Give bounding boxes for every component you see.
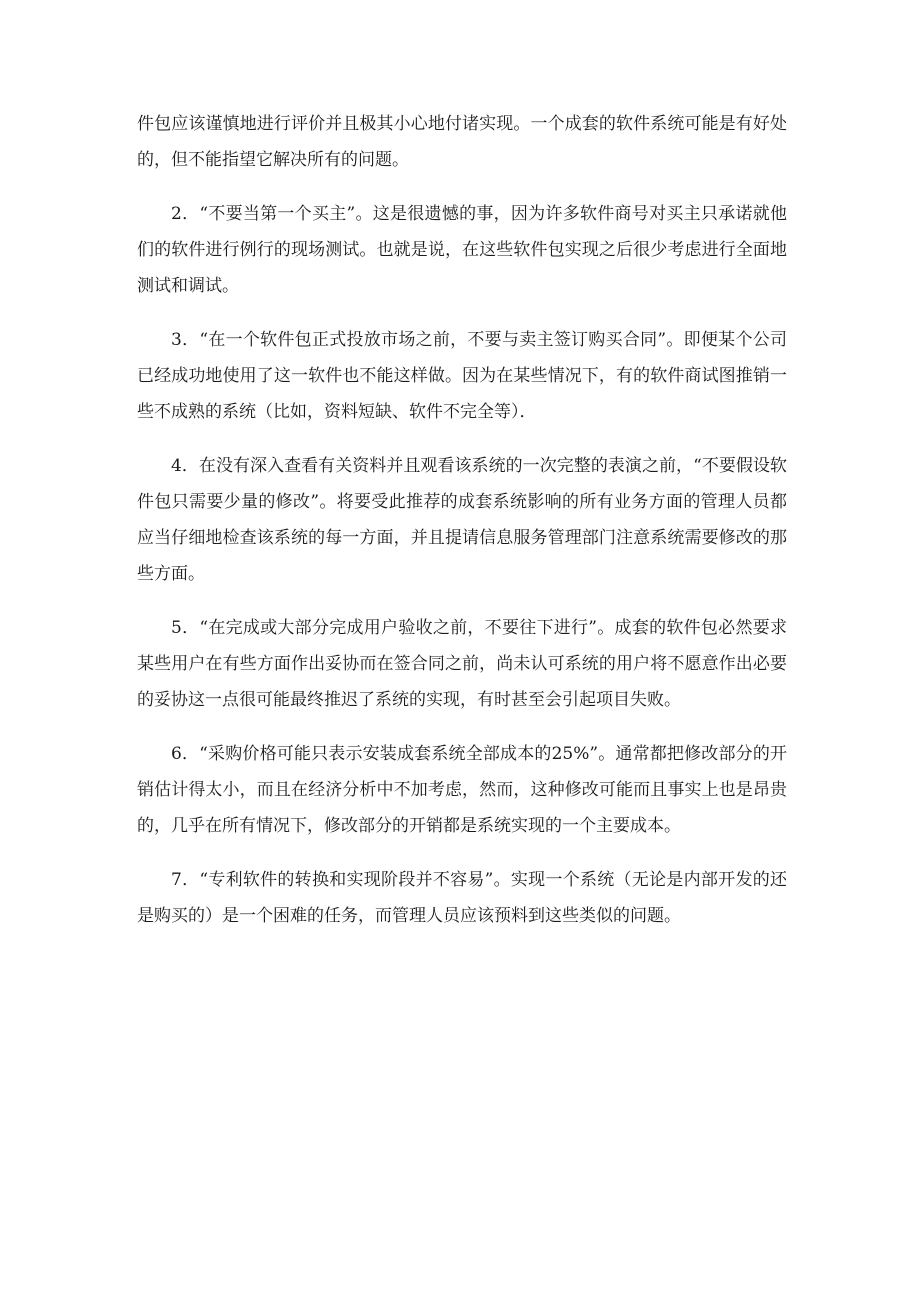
paragraph-item-3: 3．“在一个软件包正式投放市场之前，不要与卖主签订购买合同”。即便某个公司已经成功地使用了这一软件也不能这样做。因为在某些情况下，有的软件商试图推销一些不成熟的系统（比如，资料短缺、软件不完全等）． xyxy=(137,330,787,422)
paragraph-item-2: 2．“不要当第一个买主”。这是很遗憾的事，因为许多软件商号对买主只承诺就他们的软件进行例行的现场测试。也就是说，在这些软件包实现之后很少考虑进行全面地测试和调试。 xyxy=(137,204,787,296)
paragraph-item-6: 6．“采购价格可能只表示安装成套系统全部成本的25%”。通常都把修改部分的开销估计得太小，而且在经济分析中不加考虑，然而，这种修改可能而且事实上也是昂贵的，几乎在所有情况下，修改部分的开销都是系统实现的一个主要成本。 xyxy=(137,744,787,836)
document-body xyxy=(137,106,787,952)
paragraph-continuation: 件包应该谨慎地进行评价并且极其小心地付诸实现。一个成套的软件系统可能是有好处的，但不能指望它解决所有的问题。 xyxy=(137,114,787,170)
paragraph-item-4: 4．在没有深入查看有关资料并且观看该系统的一次完整的表演之前，“不要假设软件包只需要少量的修改”。将要受此推荐的成套系统影响的所有业务方面的管理人员都应当仔细地检查该系统的每一方面，并且提请信息服务管理部门注意系统需要修改的那些方面。 xyxy=(137,456,787,584)
paragraph-item-7: 7．“专利软件的转换和实现阶段并不容易”。实现一个系统（无论是内部开发的还是购买的）是一个困难的任务，而管理人员应该预料到这些类似的问题。 xyxy=(137,870,787,926)
paragraph-item-5: 5．“在完成或大部分完成用户验收之前，不要往下进行”。成套的软件包必然要求某些用户在有些方面作出妥协而在签合同之前，尚未认可系统的用户将不愿意作出必要的妥协这一点很可能最终推迟了系统的实现，有时甚至会引起项目失败。 xyxy=(137,618,787,710)
